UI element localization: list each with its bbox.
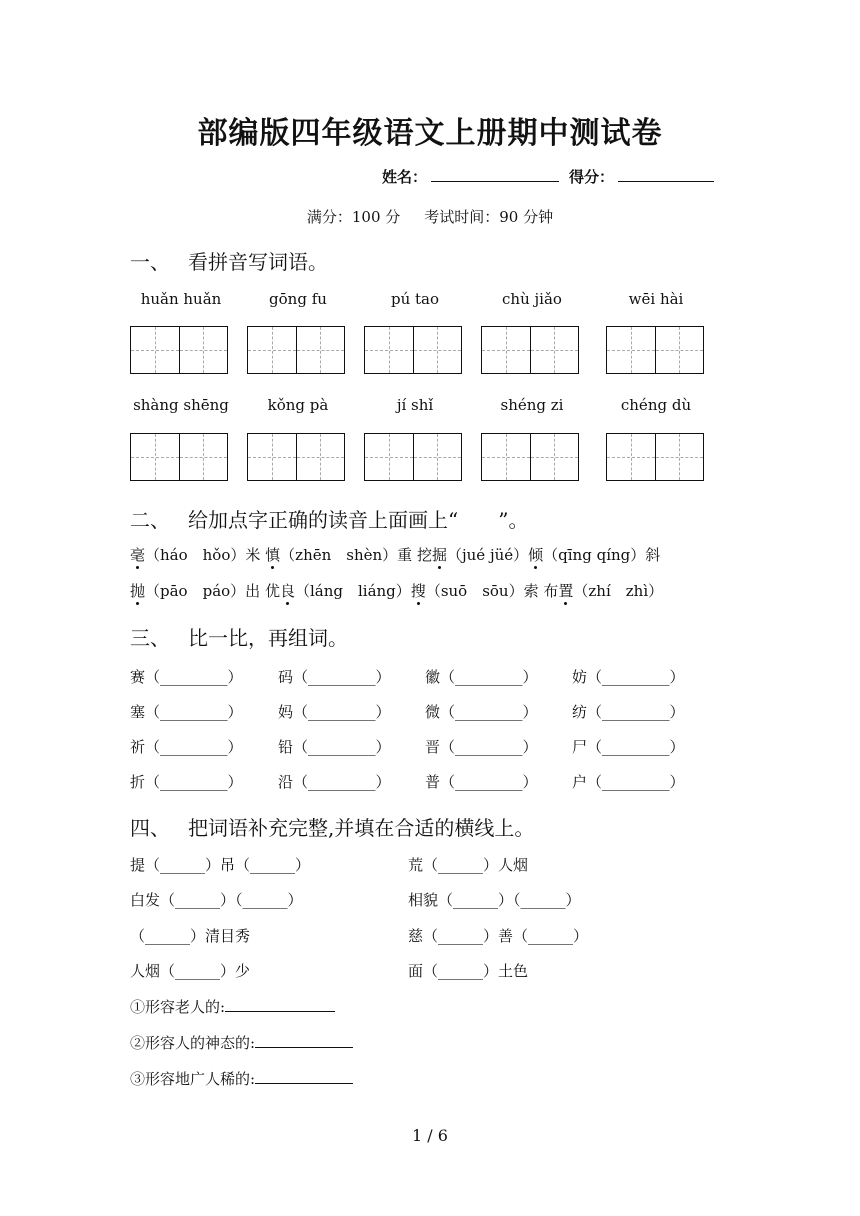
pronunciation-line-1: 毫（háo hǒo）米 慎（zhēn shèn）重 挖掘（jué jüé）倾（qīng qíng）斜 bbox=[130, 546, 661, 564]
compare-word-item[interactable] bbox=[425, 666, 538, 687]
tianzige-box[interactable] bbox=[247, 433, 345, 481]
dotted-char: 倾 bbox=[528, 546, 544, 564]
word-blank[interactable]: （_________） bbox=[293, 703, 391, 721]
word-blank[interactable]: （_________） bbox=[145, 703, 243, 721]
section-title: 看拼音写词语。 bbox=[188, 250, 328, 274]
full-score: 满分：100 分 bbox=[306, 208, 401, 226]
pinyin-label: jí shǐ bbox=[396, 396, 434, 414]
fill-question-2: ②形容人的神态的: bbox=[130, 1032, 353, 1053]
fill-question-3: ③形容地广人稀的: bbox=[130, 1068, 353, 1089]
pinyin-label: shéng zi bbox=[500, 396, 564, 414]
compare-word-item[interactable] bbox=[130, 701, 243, 722]
compare-char: 塞 bbox=[130, 703, 146, 721]
pinyin-label: gōng fu bbox=[269, 290, 327, 308]
section-title: 把词语补充完整,并填在合适的横线上。 bbox=[188, 816, 535, 840]
compare-char: 沿 bbox=[278, 773, 294, 791]
section-number: 二、 bbox=[130, 508, 170, 532]
word-blank[interactable]: （_________） bbox=[440, 773, 538, 791]
idiom-item[interactable]: 白发（______）（______） bbox=[130, 891, 303, 909]
section-title: 给加点字正确的读音上面画上“ ”。 bbox=[188, 508, 529, 532]
word-blank[interactable]: （_________） bbox=[587, 738, 685, 756]
tianzige-box[interactable] bbox=[247, 326, 345, 374]
answer-line[interactable] bbox=[255, 1033, 353, 1048]
compare-char: 晋 bbox=[425, 738, 441, 756]
compare-word-item[interactable] bbox=[425, 701, 538, 722]
dotted-char: 掘 bbox=[431, 546, 447, 564]
pinyin-label: chù jiǎo bbox=[502, 290, 562, 308]
compare-char: 赛 bbox=[130, 668, 146, 686]
name-label: 姓名： bbox=[382, 168, 428, 186]
idiom-item[interactable]: 荒（______）人烟 bbox=[408, 856, 529, 874]
compare-char: 户 bbox=[572, 773, 588, 791]
idiom-item[interactable]: 提（______）吊（______） bbox=[130, 856, 311, 874]
pinyin-label: wēi hài bbox=[628, 290, 684, 308]
dotted-char: 毫 bbox=[130, 546, 146, 564]
compare-char: 铅 bbox=[278, 738, 294, 756]
compare-char: 折 bbox=[130, 773, 146, 791]
section-number: 三、 bbox=[130, 626, 170, 650]
compare-word-item[interactable] bbox=[572, 666, 685, 687]
compare-word-item[interactable] bbox=[572, 771, 685, 792]
idiom-item[interactable]: 面（______）土色 bbox=[408, 962, 529, 980]
section-title: 比一比，再组词。 bbox=[188, 626, 348, 650]
dotted-char: 抛 bbox=[130, 582, 146, 600]
compare-word-item[interactable] bbox=[278, 736, 391, 757]
section-number: 四、 bbox=[130, 816, 170, 840]
compare-char: 普 bbox=[425, 773, 441, 791]
compare-char: 妨 bbox=[572, 668, 588, 686]
compare-word-item[interactable] bbox=[572, 701, 685, 722]
section-4-heading bbox=[130, 812, 534, 841]
word-blank[interactable]: （_________） bbox=[587, 668, 685, 686]
compare-char: 妈 bbox=[278, 703, 294, 721]
section-number: 一、 bbox=[130, 250, 170, 274]
tianzige-box[interactable] bbox=[364, 433, 462, 481]
pinyin-label: pú tao bbox=[390, 290, 440, 308]
section-3-heading bbox=[130, 622, 348, 651]
compare-word-item[interactable] bbox=[278, 666, 391, 687]
compare-char: 码 bbox=[278, 668, 294, 686]
dotted-char: 慎 bbox=[265, 546, 281, 564]
exam-meta bbox=[0, 206, 860, 227]
compare-word-item[interactable] bbox=[425, 736, 538, 757]
name-blank[interactable] bbox=[431, 167, 559, 182]
word-blank[interactable]: （_________） bbox=[440, 668, 538, 686]
word-blank[interactable]: （_________） bbox=[293, 773, 391, 791]
tianzige-box[interactable] bbox=[481, 433, 579, 481]
dotted-char: 良 bbox=[279, 582, 295, 600]
word-blank[interactable]: （_________） bbox=[145, 738, 243, 756]
word-blank[interactable]: （_________） bbox=[293, 668, 391, 686]
score-label: 得分： bbox=[569, 168, 615, 186]
idiom-item[interactable]: 相貌（______）（______） bbox=[408, 891, 581, 909]
tianzige-box[interactable] bbox=[130, 326, 228, 374]
tianzige-box[interactable] bbox=[364, 326, 462, 374]
answer-line[interactable] bbox=[255, 1069, 353, 1084]
word-blank[interactable]: （_________） bbox=[145, 668, 243, 686]
pinyin-label: kǒng pà bbox=[267, 396, 329, 414]
word-blank[interactable]: （_________） bbox=[587, 703, 685, 721]
compare-word-item[interactable] bbox=[278, 701, 391, 722]
dotted-char: 置 bbox=[558, 582, 574, 600]
fill-question-1: ①形容老人的: bbox=[130, 996, 335, 1017]
section-1-heading bbox=[130, 246, 328, 275]
answer-line[interactable] bbox=[225, 997, 335, 1012]
idiom-item[interactable]: （______）清目秀 bbox=[130, 927, 251, 945]
word-blank[interactable]: （_________） bbox=[440, 703, 538, 721]
compare-word-item[interactable] bbox=[130, 736, 243, 757]
compare-char: 祈 bbox=[130, 738, 146, 756]
compare-char: 尸 bbox=[572, 738, 588, 756]
compare-char: 微 bbox=[425, 703, 441, 721]
word-blank[interactable]: （_________） bbox=[587, 773, 685, 791]
word-blank[interactable]: （_________） bbox=[293, 738, 391, 756]
word-blank[interactable]: （_________） bbox=[440, 738, 538, 756]
pinyin-label: chéng dù bbox=[620, 396, 692, 414]
tianzige-box[interactable] bbox=[606, 433, 704, 481]
pinyin-label: huǎn huǎn bbox=[140, 290, 222, 308]
idiom-item[interactable]: 人烟（______）少 bbox=[130, 962, 251, 980]
pinyin-label: shàng shēng bbox=[133, 396, 229, 414]
compare-char: 徽 bbox=[425, 668, 441, 686]
dotted-char: 搜 bbox=[410, 582, 426, 600]
tianzige-box[interactable] bbox=[481, 326, 579, 374]
word-blank[interactable]: （_________） bbox=[145, 773, 243, 791]
name-score-line bbox=[382, 166, 714, 187]
pronunciation-line-2: 抛（pāo páo）出 优良（láng liáng）搜（suō sōu）索 布置（zhí zhì） bbox=[130, 582, 664, 600]
compare-word-item[interactable] bbox=[278, 771, 391, 792]
page-number: 1 / 6 bbox=[412, 1126, 448, 1145]
compare-char: 纺 bbox=[572, 703, 588, 721]
idiom-item[interactable]: 慈（______）善（______） bbox=[408, 927, 589, 945]
compare-word-item[interactable] bbox=[130, 666, 243, 687]
tianzige-box[interactable] bbox=[130, 433, 228, 481]
exam-time: 考试时间：90 分钟 bbox=[424, 208, 554, 226]
page-title: 部编版四年级语文上册期中测试卷 bbox=[197, 116, 663, 151]
compare-word-item[interactable] bbox=[572, 736, 685, 757]
score-blank[interactable] bbox=[618, 167, 714, 182]
compare-word-item[interactable] bbox=[130, 771, 243, 792]
section-2-heading bbox=[130, 504, 528, 533]
compare-word-item[interactable] bbox=[425, 771, 538, 792]
tianzige-box[interactable] bbox=[606, 326, 704, 374]
